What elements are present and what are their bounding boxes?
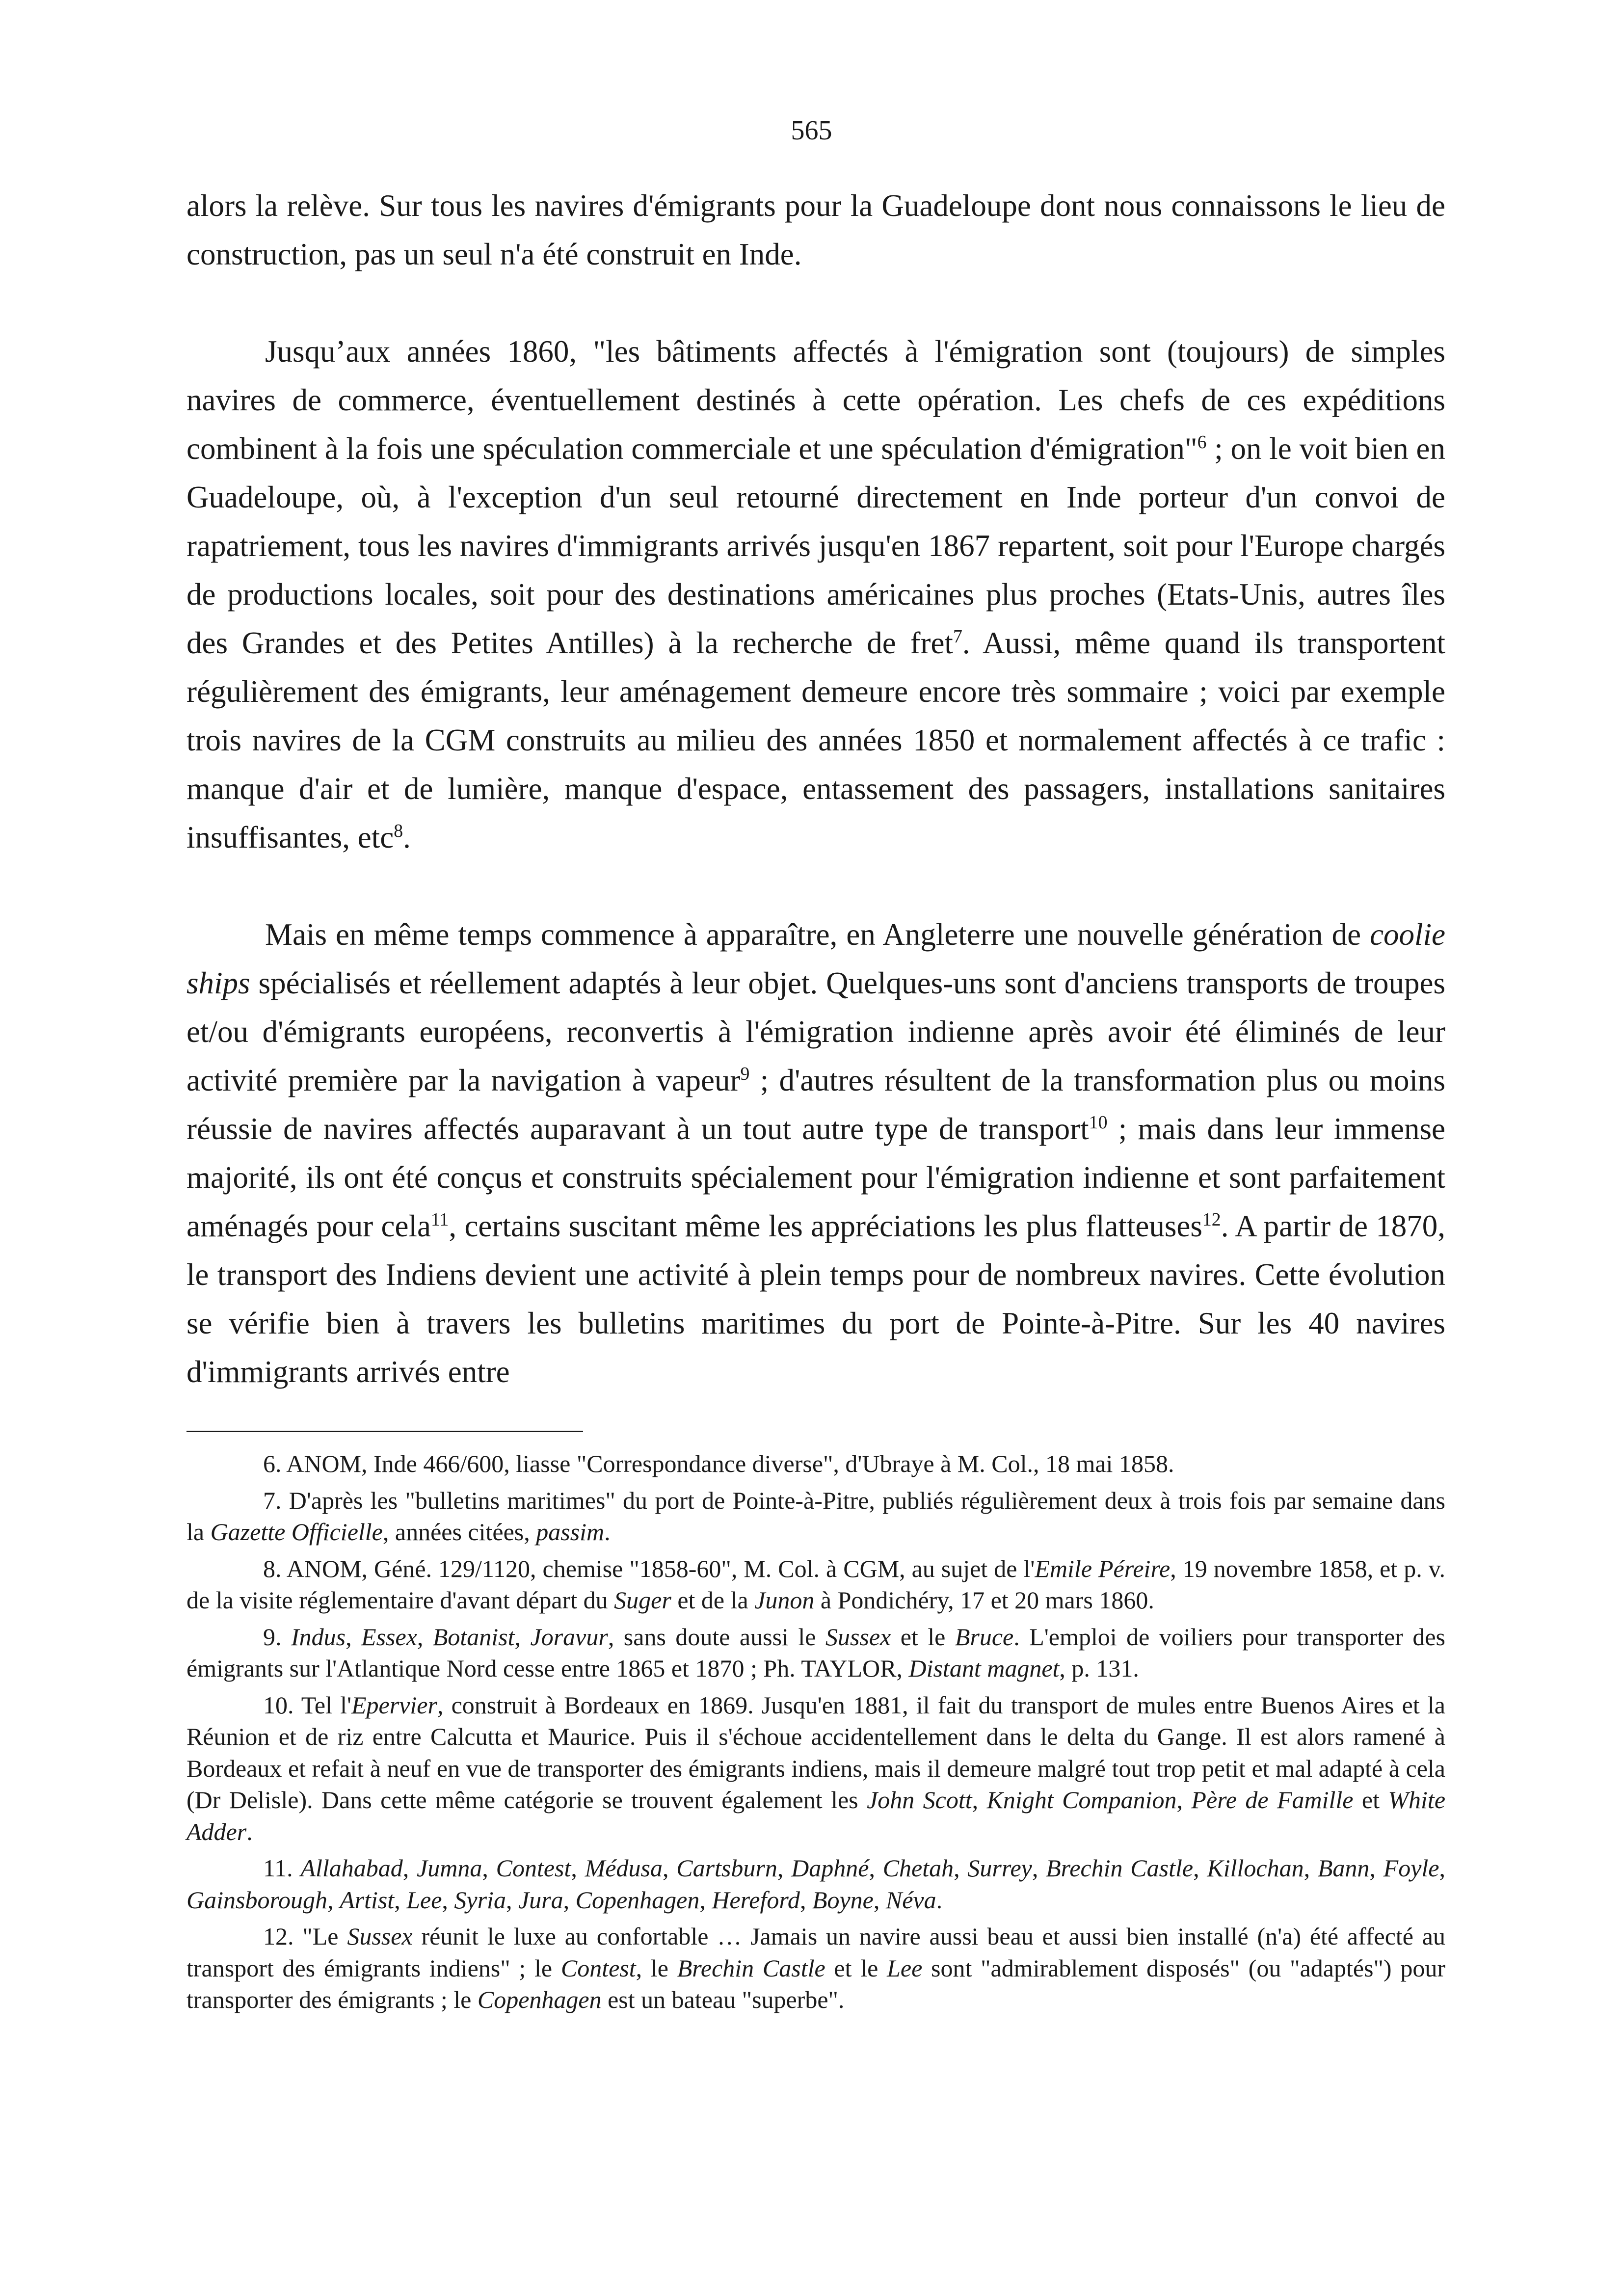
text-run: 11. <box>263 1854 301 1882</box>
italic-text: Sussex <box>825 1623 891 1651</box>
text-run: , <box>1176 1786 1192 1814</box>
text-run: , p. 131. <box>1059 1655 1139 1682</box>
italic-text: passim <box>536 1518 605 1546</box>
italic-text: Hereford <box>712 1886 800 1914</box>
italic-text: Daphné <box>791 1854 869 1882</box>
paragraph <box>186 182 1445 279</box>
page-number: 565 <box>791 115 832 146</box>
italic-text: Junon <box>754 1586 815 1614</box>
italic-text: Boyne <box>812 1886 874 1914</box>
italic-text: Lee <box>406 1886 442 1914</box>
footnote <box>186 1621 1445 1684</box>
text-run: et de la <box>671 1586 755 1614</box>
footnote-ref: 8 <box>394 821 403 841</box>
text-run: et le <box>891 1623 955 1651</box>
italic-text: Brechin Castle <box>1046 1854 1194 1882</box>
italic-text: White Adder <box>186 1786 1446 1845</box>
footnote <box>186 1448 1445 1480</box>
footnote-ref: 12 <box>1202 1209 1221 1230</box>
text-run: . <box>246 1817 253 1845</box>
footnote-ref: 6 <box>1197 432 1207 453</box>
text-run: , 19 novembre 1858, et p. v. de la visite réglementaire d'avant départ du <box>186 1554 1446 1614</box>
text-run: Mais en même temps commence à apparaître, en Angleterre une nouvelle génération de <box>265 917 1370 952</box>
text-run: sont "admirablement disposés" (ou "adaptés") pour transporter des émigrants ; le <box>186 1954 1445 2013</box>
italic-text: Indus <box>291 1623 346 1651</box>
text-run: , années citées, <box>382 1518 536 1546</box>
footnotes <box>186 1448 1445 2021</box>
text-run: . <box>936 1886 943 1914</box>
text-run: , <box>662 1854 677 1882</box>
text-run: , <box>394 1886 407 1914</box>
italic-text: coolie ships <box>186 917 1445 1000</box>
text-run: , <box>417 1623 433 1651</box>
italic-text: Gazette Officielle <box>210 1518 383 1546</box>
text-run: est un bateau "superbe". <box>601 1986 845 2013</box>
text-run: , <box>442 1886 454 1914</box>
italic-text: Joravur <box>530 1623 608 1651</box>
text-run: , <box>799 1886 812 1914</box>
footnote <box>186 1485 1445 1548</box>
text-run: , certains suscitant même les appréciations les plus flatteuses <box>449 1209 1202 1243</box>
italic-text: Essex <box>361 1623 417 1651</box>
text-run: 10. Tel l' <box>263 1691 351 1719</box>
text-run: . <box>604 1518 611 1546</box>
text-run: 12. "Le <box>263 1922 347 1950</box>
text-run: 8. ANOM, Géné. 129/1120, chemise "1858-60", M. Col. à CGM, au sujet de l' <box>263 1554 1035 1582</box>
text-run: , <box>327 1886 340 1914</box>
italic-text: Artist <box>340 1886 395 1914</box>
footnote-ref: 7 <box>953 626 962 647</box>
text-run: , <box>869 1854 883 1882</box>
footnote-ref: 11 <box>430 1209 449 1230</box>
footnote-separator <box>186 1431 583 1432</box>
text-run: alors la relève. Sur tous les navires d'émigrants pour la Guadeloupe dont nous connaissons le lieu de construction, pas un seul n'a été construit en Inde. <box>186 188 1445 271</box>
italic-text: Copenhagen <box>575 1886 700 1914</box>
text-run: , <box>699 1886 712 1914</box>
italic-text: Jura <box>518 1886 563 1914</box>
text-run: , <box>1439 1854 1445 1882</box>
italic-text: Epervier <box>351 1691 437 1719</box>
italic-text: Knight Companion <box>986 1786 1177 1814</box>
text-run: ; on le voit bien en Guadeloupe, où, à l'exception d'un seul retourné directement en Inde porteur d'un convoi de rapatriement, tous les navires d'immigrants arrivés jusqu'en 1867 repartent, soit pour l'Europe chargés de productions locales, soit pour des destinations américaines plus proches (Etats-Unis, autres îles des Grandes et des Petites Antilles) à la recherche de fret <box>186 431 1446 660</box>
footnote <box>186 1553 1445 1616</box>
italic-text: Killochan <box>1207 1854 1304 1882</box>
italic-text: Contest <box>560 1954 636 1982</box>
italic-text: John Scott <box>867 1786 972 1814</box>
text-run: , <box>1032 1854 1046 1882</box>
italic-text: Lee <box>887 1954 923 1982</box>
text-run: , <box>346 1623 362 1651</box>
body-text <box>186 182 1445 1396</box>
text-run: 9. <box>263 1623 291 1651</box>
text-run: ; mais dans leur immense majorité, ils ont été conçus et construits spécialement pour l'émigration indienne et sont parfaitement aménagés pour cela <box>186 1112 1445 1243</box>
italic-text: Père de Famille <box>1191 1786 1354 1814</box>
text-run: à Pondichéry, 17 et 20 mars 1860. <box>814 1586 1154 1614</box>
footnote-ref: 9 <box>740 1064 750 1084</box>
text-run: , le <box>636 1954 677 1982</box>
italic-text: Brechin Castle <box>677 1954 825 1982</box>
italic-text: Surrey <box>967 1854 1032 1882</box>
footnote <box>186 1689 1445 1848</box>
paragraph <box>186 327 1445 862</box>
text-run: , <box>563 1886 576 1914</box>
text-run: , <box>571 1854 585 1882</box>
italic-text: Syria <box>454 1886 506 1914</box>
italic-text: Copenhagen <box>477 1986 602 2013</box>
text-run: Jusqu’aux années 1860, "les bâtiments affectés à l'émigration sont (toujours) de simples navires de commerce, éventuellement destinés à cette opération. Les chefs de ces expéditions combinent à la fois une spéculation commerciale et une spéculation d'émigration" <box>186 334 1445 466</box>
text-run: . L'emploi de voiliers pour transporter des émigrants sur l'Atlantique Nord cesse entre 1865 et 1870 ; Ph. TAYLOR, <box>186 1623 1446 1682</box>
text-run: , <box>506 1886 518 1914</box>
text-run: , <box>873 1886 886 1914</box>
italic-text: Chetah <box>882 1854 954 1882</box>
text-run: . A partir de 1870, le transport des Indiens devient une activité à plein temps pour de nombreux navires. Cette évolution se vérifie bien à travers les bulletins maritimes du port de Pointe-à-Pitre. Sur les 40 navires d'immigrants arrivés entre <box>186 1209 1445 1389</box>
text-run: , <box>777 1854 792 1882</box>
text-run: , <box>402 1854 417 1882</box>
italic-text: Jumna <box>417 1854 482 1882</box>
italic-text: Allahabad <box>300 1854 403 1882</box>
italic-text: Suger <box>614 1586 671 1614</box>
text-run: ; d'autres résultent de la transformation plus ou moins réussie de navires affectés auparavant à un tout autre type de transport <box>186 1063 1445 1146</box>
paragraph <box>186 910 1445 1396</box>
text-run: 6. ANOM, Inde 466/600, liasse "Correspondance diverse", d'Ubraye à M. Col., 18 mai 1858. <box>263 1450 1174 1477</box>
text-run: et le <box>825 1954 887 1982</box>
italic-text: Botanist <box>432 1623 515 1651</box>
text-run: , <box>1304 1854 1318 1882</box>
text-run: , <box>1193 1854 1207 1882</box>
text-run: , construit à Bordeaux en 1869. Jusqu'en 1881, il fait du transport de mules entre Buenos Aires et la Réunion et de riz entre Calcutta et Maurice. Puis il s'échoue accidentellement dans le delta du Gange. Il est alors ramené à Bordeaux et refait à neuf en vue de transporter des émigrants indiens, mais il demeure malgré tout trop petit et mal adapté à cela (Dr Delisle). Dans cette même catégorie se trouvent également les <box>186 1691 1445 1814</box>
text-run: spécialisés et réellement adaptés à leur objet. Quelques-uns sont d'anciens transports de troupes et/ou d'émigrants européens, reconvertis à l'émigration indienne après avoir été éliminés de leur activité première par la navigation à vapeur <box>186 966 1445 1097</box>
italic-text: Bann <box>1317 1854 1370 1882</box>
italic-text: Médusa <box>585 1854 663 1882</box>
text-run: . <box>403 820 411 854</box>
italic-text: Contest <box>496 1854 571 1882</box>
italic-text: Emile Péreire <box>1035 1554 1171 1582</box>
text-run: réunit le luxe au confortable … Jamais un navire aussi beau et aussi bien installé (n'a) été affecté au transport des émigrants indiens" ; le <box>186 1922 1445 1982</box>
italic-text: Foyle <box>1383 1854 1439 1882</box>
italic-text: Sussex <box>347 1922 413 1950</box>
italic-text: Bruce <box>955 1623 1014 1651</box>
text-run: , <box>514 1623 531 1651</box>
text-run: 7. D'après les "bulletins maritimes" du port de Pointe-à-Pitre, publiés régulièrement deux à trois fois par semaine dans la <box>186 1486 1445 1546</box>
italic-text: Gainsborough <box>186 1886 328 1914</box>
text-run: . Aussi, même quand ils transportent régulièrement des émigrants, leur aménagement demeure encore très sommaire ; voici par exemple trois navires de la CGM construits au milieu des années 1850 et normalement affectés à ce trafic : manque d'air et de lumière, manque d'espace, entassement des passagers, installations sanitaires insuffisantes, etc <box>186 626 1445 854</box>
text-run: , <box>954 1854 968 1882</box>
text-run: , <box>482 1854 496 1882</box>
italic-text: Distant magnet <box>908 1655 1060 1682</box>
footnote <box>186 1921 1445 2016</box>
footnote-ref: 10 <box>1089 1112 1108 1133</box>
text-run: , <box>972 1786 987 1814</box>
italic-text: Néva <box>885 1886 936 1914</box>
footnote <box>186 1852 1445 1916</box>
italic-text: Cartsburn <box>676 1854 777 1882</box>
text-run: , sans doute aussi le <box>608 1623 825 1651</box>
text-run: et <box>1353 1786 1388 1814</box>
text-run: , <box>1369 1854 1384 1882</box>
